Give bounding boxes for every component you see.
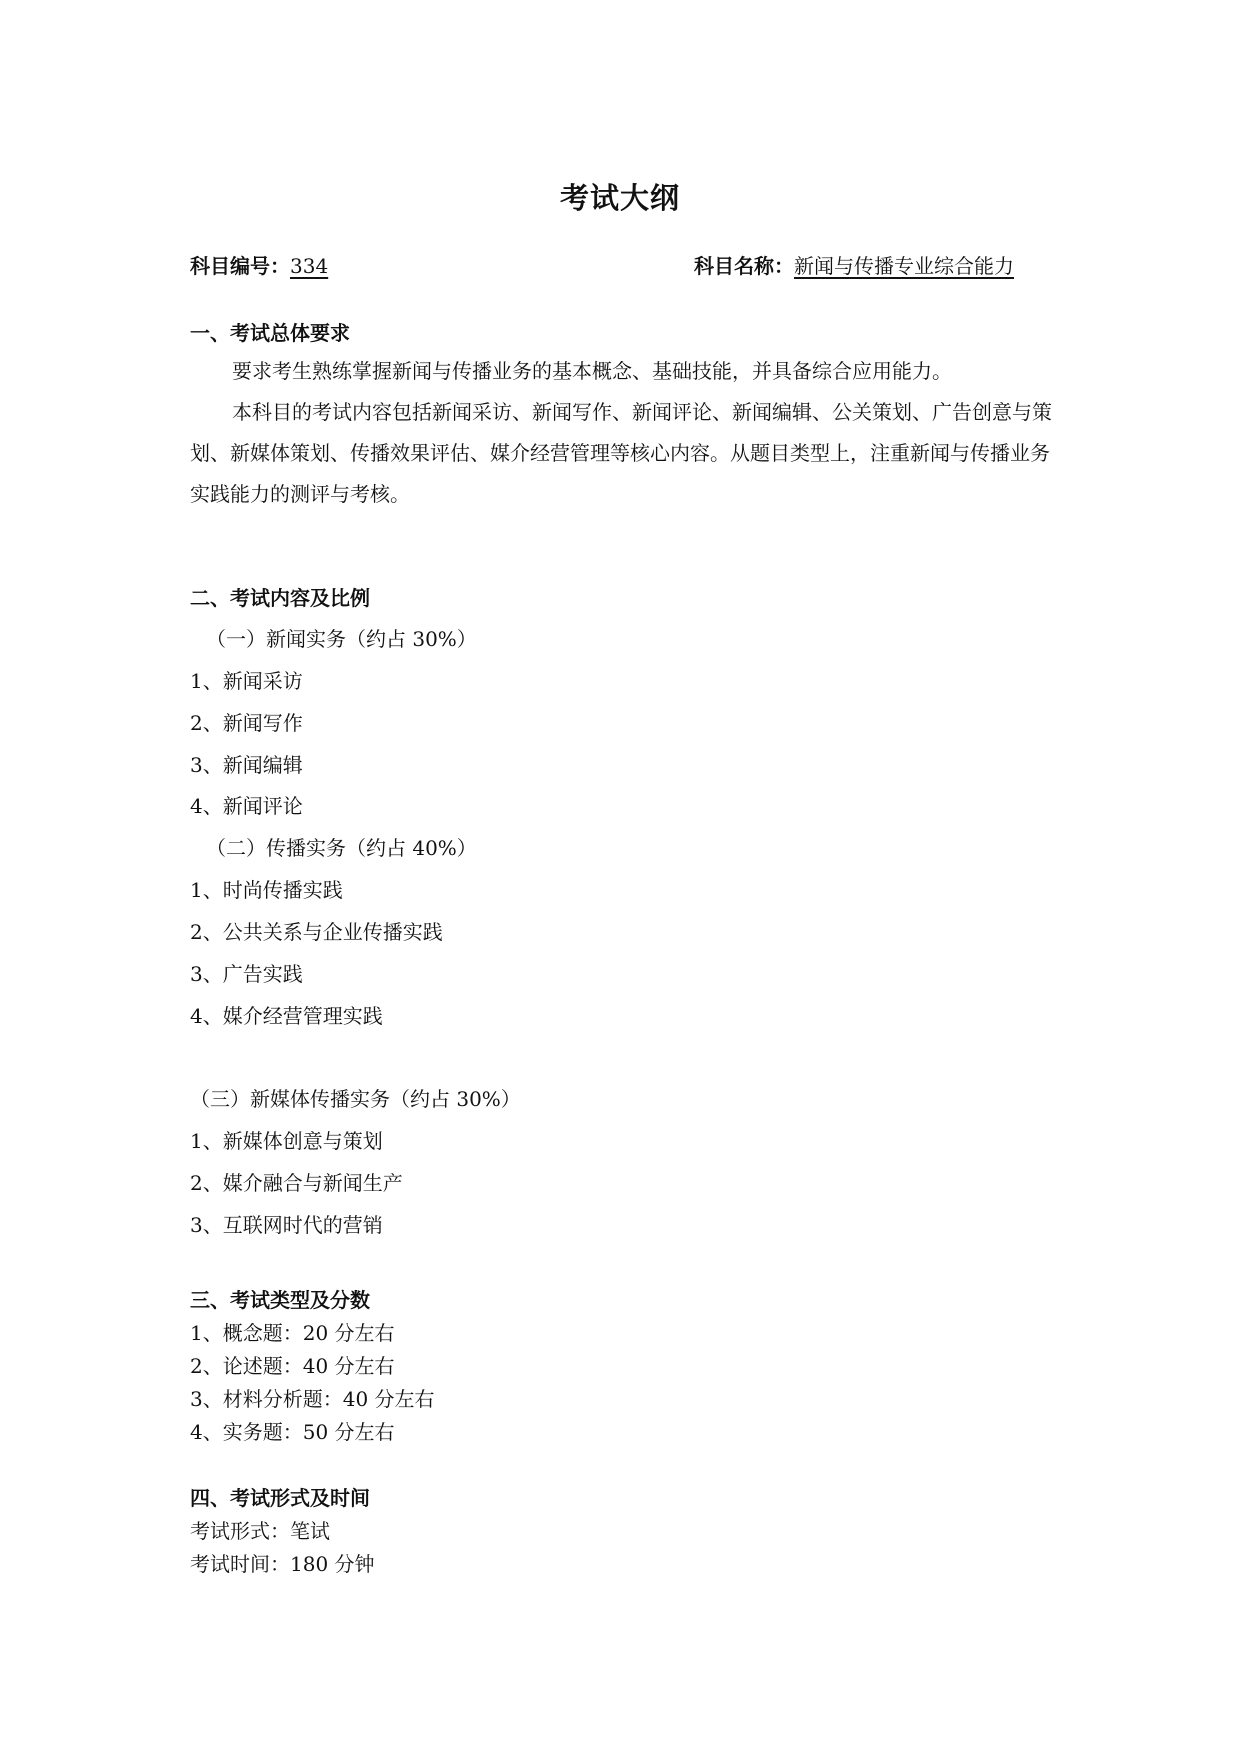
subject-name-label: 科目名称： bbox=[694, 254, 794, 278]
requirements-paragraph-2: 本科目的考试内容包括新闻采访、新闻写作、新闻评论、新闻编辑、公关策划、广告创意与策划、新媒体策划、传播效果评估、媒介经营管理等核心内容。从题目类型上，注重新闻与传播业务实践能力的测评与考核。 bbox=[190, 400, 1052, 506]
list-item: 3、广告实践 bbox=[190, 962, 303, 986]
list-item: 1、新闻采访 bbox=[190, 669, 303, 693]
list-item: 3、新闻编辑 bbox=[190, 753, 303, 777]
subject-code-value: 334 bbox=[290, 254, 329, 278]
list-item: 4、媒介经营管理实践 bbox=[190, 1004, 383, 1028]
list-item: 3、材料分析题：40 分左右 bbox=[190, 1387, 435, 1411]
list-item: 4、新闻评论 bbox=[190, 794, 303, 818]
section-heading-question-types: 三、考试类型及分数 bbox=[190, 1288, 370, 1312]
content-part-title: （三）新媒体传播实务（约占 30%） bbox=[190, 1087, 521, 1111]
subject-code-label: 科目编号： bbox=[190, 254, 290, 278]
list-item: 2、论述题：40 分左右 bbox=[190, 1354, 395, 1378]
subject-name-value: 新闻与传播专业综合能力 bbox=[794, 254, 1014, 278]
section-heading-requirements: 一、考试总体要求 bbox=[190, 321, 350, 345]
list-item: 1、概念题：20 分左右 bbox=[190, 1321, 395, 1345]
list-item: 2、新闻写作 bbox=[190, 711, 303, 735]
list-item: 1、新媒体创意与策划 bbox=[190, 1129, 383, 1153]
section-heading-content: 二、考试内容及比例 bbox=[190, 586, 370, 610]
requirements-paragraph-1: 要求考生熟练掌握新闻与传播业务的基本概念、基础技能，并具备综合应用能力。 bbox=[232, 359, 952, 383]
exam-form: 考试形式：笔试 bbox=[190, 1519, 330, 1543]
content-part-title: （二）传播实务（约占 40%） bbox=[206, 836, 477, 860]
section-heading-format-time: 四、考试形式及时间 bbox=[190, 1486, 370, 1510]
list-item: 2、媒介融合与新闻生产 bbox=[190, 1171, 403, 1195]
exam-time: 考试时间：180 分钟 bbox=[190, 1552, 375, 1576]
subject-code bbox=[190, 250, 328, 279]
content-part-title: （一）新闻实务（约占 30%） bbox=[206, 627, 477, 651]
list-item: 2、公共关系与企业传播实践 bbox=[190, 920, 443, 944]
list-item: 3、互联网时代的营销 bbox=[190, 1213, 383, 1237]
list-item: 1、时尚传播实践 bbox=[190, 878, 343, 902]
page-title: 考试大纲 bbox=[559, 181, 680, 215]
list-item: 4、实务题：50 分左右 bbox=[190, 1420, 395, 1444]
subject-name bbox=[694, 250, 1014, 279]
